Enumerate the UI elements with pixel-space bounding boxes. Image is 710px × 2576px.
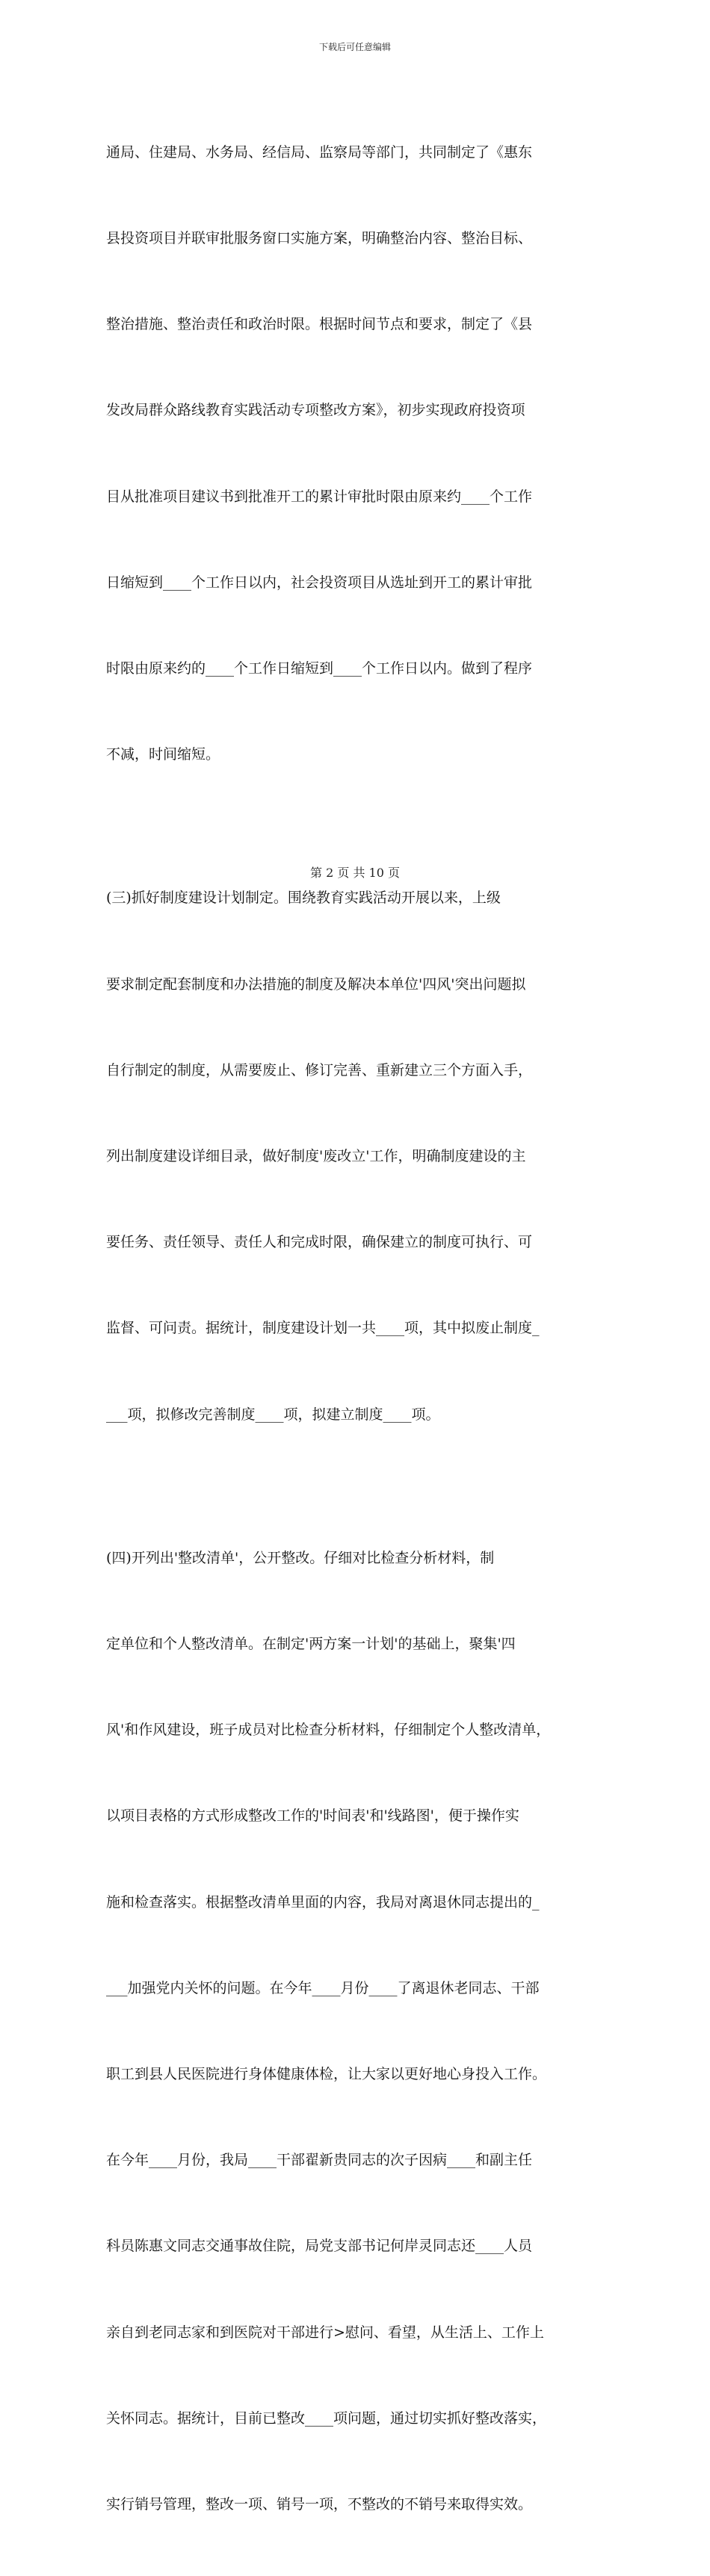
text-line: 风'和作风建设，班子成员对比检查分析材料，仔细制定个人整改清单， — [106, 1722, 551, 1739]
text-line: 实行销号管理，整改一项、销号一项，不整改的不销号来取得实效。 — [106, 2496, 533, 2513]
text-line: 科员陈惠文同志交通事故住院，局党支部书记何岸灵同志还____人员 — [106, 2238, 533, 2255]
text-line: (四)开列出'整改清单'，公开整改。仔细对比检查分析材料，制 — [106, 1549, 495, 1566]
text-line: 要求制定配套制度和办法措施的制度及解决本单位'四风'突出问题拟 — [106, 975, 526, 993]
text-line: 关怀同志。据统计，目前已整改____项问题，通过切实抓好整改落实， — [106, 2409, 547, 2427]
text-line: 县投资项目并联审批服务窗口实施方案，明确整治内容、整治目标、 — [106, 230, 533, 247]
text-line: 施和检查落实。根据整改清单里面的内容，我局对离退休同志提出的_ — [106, 1893, 540, 1911]
text-line: 以项目表格的方式形成整改工作的'时间表'和'线路图'，便于操作实 — [106, 1807, 519, 1825]
text-line: 自行制定的制度，从需要废止、修订完善、重新建立三个方面入手， — [106, 1061, 533, 1078]
text-line: 整治措施、整治责任和政治时限。根据时间节点和要求，制定了《县 — [106, 316, 533, 333]
text-line: 不减，时间缩短。 — [106, 746, 220, 763]
text-line: 定单位和个人整改清单。在制定'两方案一计划'的基础上，聚集'四 — [106, 1635, 516, 1652]
text-line: 日缩短到____个工作日以内，社会投资项目从选址到开工的累计审批 — [106, 574, 533, 591]
text-line: ___项，拟修改完善制度____项，拟建立制度____项。 — [106, 1406, 440, 1423]
text-line: 监督、可问责。据统计，制度建设计划一共____项，其中拟废止制度_ — [106, 1320, 540, 1337]
text-line: 时限由原来约的____个工作日缩短到____个工作日以内。做到了程序 — [106, 660, 533, 677]
text-line: 在今年____月份，我局____干部翟新贵同志的次子因病____和副主任 — [106, 2152, 533, 2169]
text-line: 通局、住建局、水务局、经信局、监察局等部门，共同制定了《惠东 — [106, 143, 533, 161]
text-line: ___加强党内关怀的问题。在今年____月份____了离退休老同志、干部 — [106, 1979, 540, 1996]
page-number: 第 2 页 共 10 页 — [310, 866, 400, 880]
text-line: 目从批准项目建议书到批准开工的累计审批时限由原来约____个工作 — [106, 488, 533, 505]
text-line: 列出制度建设详细目录，做好制度'废改立'工作，明确制度建设的主 — [106, 1148, 526, 1165]
paragraph-rectification-list — [106, 1486, 608, 2576]
text-line: 发改局群众路线教育实践活动专项整改方案》，初步实现政府投资项 — [106, 402, 525, 419]
paragraph-system-construction — [106, 827, 608, 1486]
text-line: 要任务、责任领导、责任人和完成时限，确保建立的制度可执行、可 — [106, 1234, 533, 1251]
page-header-note: 下载后可任意编辑 — [318, 42, 391, 52]
text-line: (三)抓好制度建设计划制定。围绕教育实践活动开展以来，上级 — [106, 890, 501, 907]
text-line: 职工到县人民医院进行身体健康体检，让大家以更好地心身投入工作。 — [106, 2066, 547, 2083]
document-body — [106, 81, 608, 2576]
text-line: 亲自到老同志家和到医院对干部进行>慰问、看望，从生活上、工作上 — [106, 2324, 544, 2341]
paragraph-approval-reform — [106, 81, 608, 827]
